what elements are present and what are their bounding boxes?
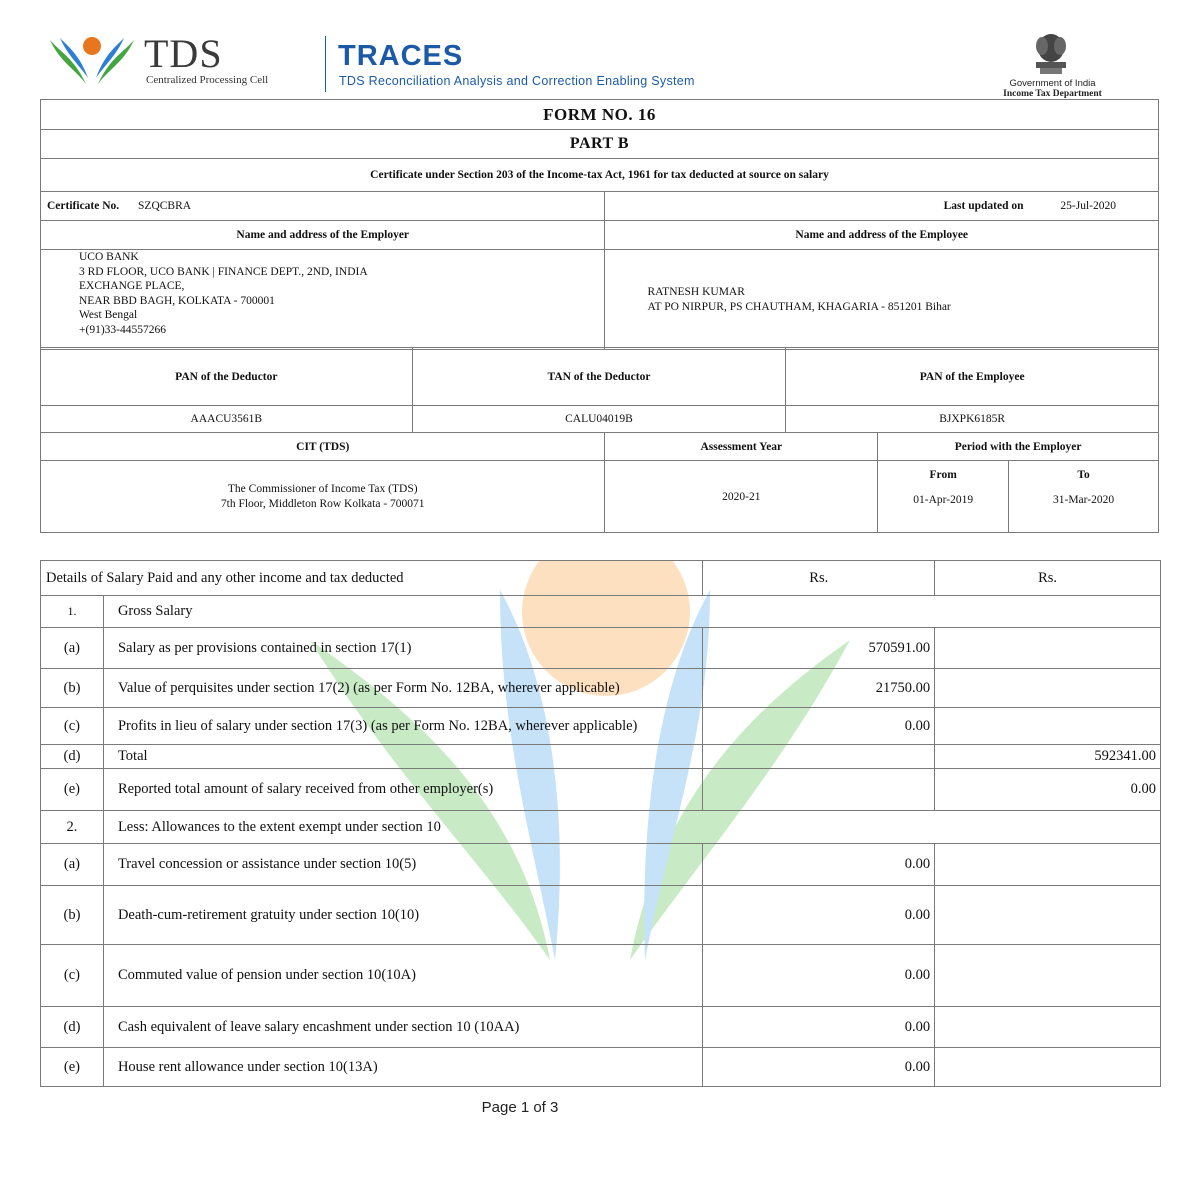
row-label: (b) [41, 669, 104, 708]
tds-logo [46, 32, 316, 92]
tds-logo-text: TDS [144, 31, 223, 76]
row-label: (c) [41, 945, 104, 1007]
last-updated-value: 25-Jul-2020 [1060, 200, 1116, 212]
row-rs1: 0.00 [703, 708, 935, 745]
row-label: 1. [41, 596, 104, 628]
pan-deductor-label: PAN of the Deductor [41, 348, 413, 406]
row-rs1: 0.00 [703, 844, 935, 886]
pan-employee-label: PAN of the Employee [786, 348, 1159, 406]
row-rs2 [935, 628, 1161, 669]
row-rs2: 0.00 [935, 769, 1161, 811]
employer-line: 3 RD FLOOR, UCO BANK | FINANCE DEPT., 2ND, INDIA [79, 265, 368, 278]
cit-period-table [40, 432, 1159, 533]
traces-subtitle: TDS Reconciliation Analysis and Correction Enabling System [339, 74, 695, 88]
certificate-label: Certificate No. [47, 200, 120, 212]
certificate-heading: Certificate under Section 203 of the Income-tax Act, 1961 for tax deducted at source on salary [41, 159, 1159, 192]
row-rs1 [703, 769, 935, 811]
form-part: PART B [41, 130, 1159, 159]
row-label: (a) [41, 628, 104, 669]
row-label: (d) [41, 1007, 104, 1048]
gov-line-1: Government of India [1009, 78, 1096, 89]
salary-details-table [40, 560, 1161, 1087]
row-desc: Death-cum-retirement gratuity under section 10(10) [103, 886, 702, 945]
row-rs2 [935, 669, 1161, 708]
row-desc: Commuted value of pension under section 10(10A) [103, 945, 702, 1007]
ashoka-emblem-icon [1030, 30, 1072, 76]
assessment-year-label: Assessment Year [605, 433, 878, 461]
row-rs2 [935, 886, 1161, 945]
row-desc: House rent allowance under section 10(13A) [103, 1048, 702, 1087]
row-rs2: 592341.00 [935, 745, 1161, 769]
employee-line: AT PO NIRPUR, PS CHAUTHAM, KHAGARIA - 851201 Bihar [647, 300, 951, 313]
row-desc: Less: Allowances to the extent exempt under section 10 [103, 811, 1160, 844]
page-number: Page 1 of 3 [481, 1099, 559, 1116]
period-to-value: 31-Mar-2020 [1009, 490, 1159, 533]
row-label: (d) [41, 745, 104, 769]
row-label: (b) [41, 886, 104, 945]
tan-deductor-label: TAN of the Deductor [412, 348, 786, 406]
cit-address [41, 461, 605, 533]
traces-title: TRACES [338, 40, 464, 72]
period-from-label: From [878, 461, 1009, 490]
row-desc: Cash equivalent of leave salary encashment under section 10 (10AA) [103, 1007, 702, 1048]
form-title: FORM NO. 16 [41, 100, 1159, 130]
col-rs-1: Rs. [703, 561, 935, 596]
employee-address [605, 250, 1159, 350]
row-desc: Profits in lieu of salary under section 17(3) (as per Form No. 12BA, wherever applicable) [103, 708, 702, 745]
row-rs1: 0.00 [703, 886, 935, 945]
row-label: (a) [41, 844, 104, 886]
row-label: (c) [41, 708, 104, 745]
row-desc: Travel concession or assistance under section 10(5) [103, 844, 702, 886]
row-rs2 [935, 945, 1161, 1007]
row-rs2 [935, 1007, 1161, 1048]
cit-label: CIT (TDS) [41, 433, 605, 461]
row-desc: Value of perquisites under section 17(2) (as per Form No. 12BA, wherever applicable) [103, 669, 702, 708]
row-rs1 [703, 745, 935, 769]
pan-employee-value: BJXPK6185R [786, 406, 1159, 433]
period-to-label: To [1009, 461, 1159, 490]
header-divider [325, 36, 326, 92]
certificate-no: SZQCBRA [138, 200, 192, 212]
cit-line: The Commissioner of Income Tax (TDS) [227, 483, 418, 495]
row-desc: Gross Salary [103, 596, 1160, 628]
employer-address [41, 250, 605, 350]
row-desc: Total [103, 745, 702, 769]
employer-line: UCO BANK [79, 251, 139, 263]
cit-line: 7th Floor, Middleton Row Kolkata - 700071 [220, 497, 425, 510]
employer-line: NEAR BBD BAGH, KOLKATA - 700001 [79, 294, 275, 307]
row-rs1: 0.00 [703, 1007, 935, 1048]
employee-line: RATNESH KUMAR [647, 286, 745, 298]
gov-line-2: Income Tax Department [1003, 89, 1102, 99]
assessment-year-value: 2020-21 [605, 461, 878, 533]
row-rs1: 0.00 [703, 1048, 935, 1087]
employer-heading: Name and address of the Employer [41, 221, 605, 250]
tds-logo-subtitle: Centralized Processing Cell [146, 74, 269, 86]
employer-line: EXCHANGE PLACE, [79, 280, 185, 292]
row-rs2 [935, 844, 1161, 886]
tds-emblem-icon [46, 32, 138, 90]
row-label: (e) [41, 769, 104, 811]
row-label: 2. [41, 811, 104, 844]
certificate-no-cell [41, 192, 605, 221]
tan-deductor-value: CALU04019B [412, 406, 786, 433]
pan-tan-table [40, 347, 1159, 433]
period-label: Period with the Employer [878, 433, 1159, 461]
row-rs2 [935, 708, 1161, 745]
row-rs1: 21750.00 [703, 669, 935, 708]
gov-emblem [970, 30, 1135, 98]
last-updated-cell [605, 192, 1159, 221]
last-updated-label: Last updated on [943, 200, 1024, 212]
row-rs1: 0.00 [703, 945, 935, 1007]
row-label: (e) [41, 1048, 104, 1087]
row-desc: Reported total amount of salary received from other employer(s) [103, 769, 702, 811]
period-from-value: 01-Apr-2019 [878, 490, 1009, 533]
row-rs1: 570591.00 [703, 628, 935, 669]
col-rs-2: Rs. [935, 561, 1161, 596]
pan-deductor-value: AAACU3561B [41, 406, 413, 433]
form16-partb-table [40, 99, 1159, 350]
employer-line: +(91)33-44557266 [79, 323, 166, 336]
row-rs2 [935, 1048, 1161, 1087]
employer-line: West Bengal [79, 309, 138, 321]
row-desc: Salary as per provisions contained in section 17(1) [103, 628, 702, 669]
employee-heading: Name and address of the Employee [605, 221, 1159, 250]
salary-heading: Details of Salary Paid and any other income and tax deducted [41, 561, 703, 596]
